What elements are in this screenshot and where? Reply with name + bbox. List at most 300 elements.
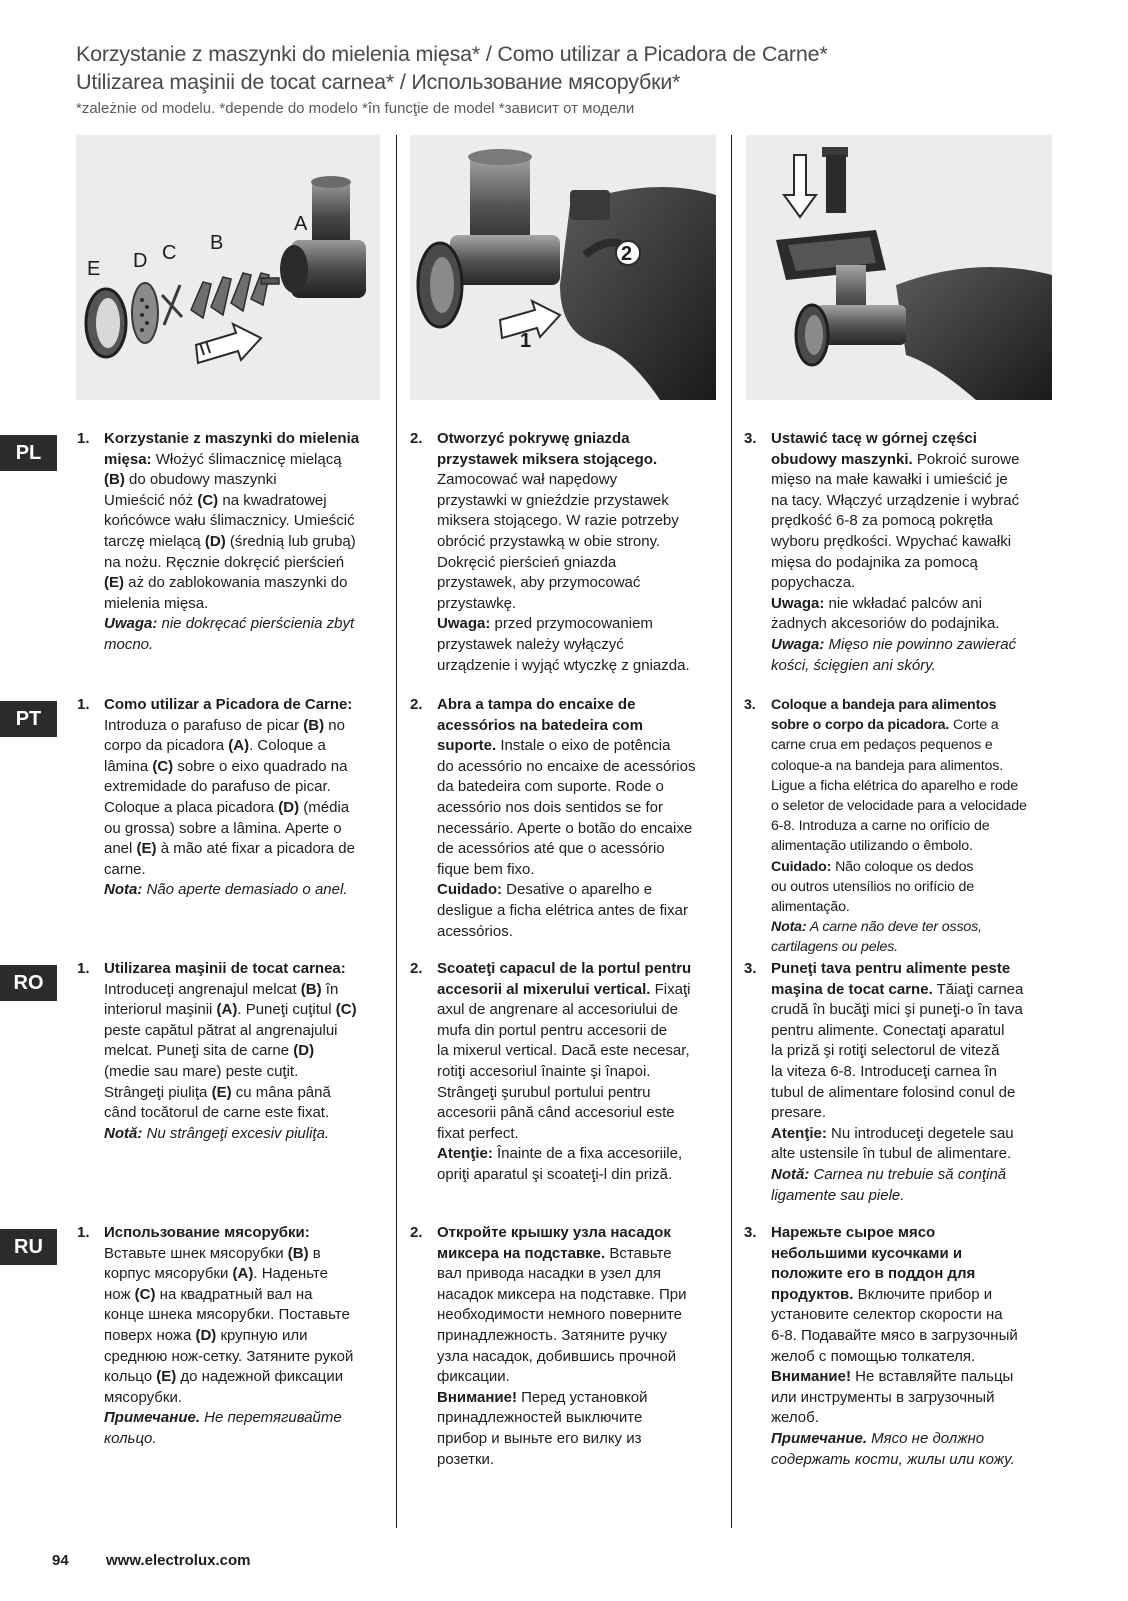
text-line bbox=[771, 635, 1064, 656]
plain-text: de acessórios até que o acessório bbox=[437, 840, 665, 858]
plain-text: żadnych akcesoriów do podajnika. bbox=[771, 615, 1000, 633]
text-line bbox=[104, 594, 382, 615]
text-line bbox=[437, 736, 722, 757]
figure-grinder-parts bbox=[76, 135, 380, 400]
text-line bbox=[104, 450, 382, 471]
plain-text: насадок миксера на подставке. При bbox=[437, 1285, 687, 1303]
step-number: 1. bbox=[77, 960, 90, 977]
website-link[interactable]: www.electrolux.com bbox=[106, 1552, 251, 1569]
plain-text: розетки. bbox=[437, 1450, 495, 1468]
text-line bbox=[437, 1124, 722, 1145]
text-line bbox=[437, 614, 722, 635]
step-text bbox=[771, 695, 1064, 958]
bold-text: (D) bbox=[293, 1042, 315, 1060]
text-line bbox=[771, 511, 1064, 532]
step-ro-3 bbox=[744, 959, 1064, 1206]
text-line bbox=[437, 1305, 722, 1326]
bold-text: Abra a tampa do encaixe de bbox=[437, 696, 636, 713]
plain-text: na tacy. Włączyć urządzenie i wybrać bbox=[771, 491, 1020, 509]
plain-text: ou outros utensílios no orifício de bbox=[771, 878, 974, 895]
plain-text: Вставьте шнек мясорубки bbox=[104, 1244, 288, 1262]
plain-text: alimentação. bbox=[771, 899, 850, 916]
text-line bbox=[771, 1285, 1064, 1306]
plain-text: Corte a bbox=[949, 717, 999, 734]
plain-text: Dokręcić pierścień gniazda bbox=[437, 553, 617, 571]
bold-text: (D) bbox=[195, 1326, 217, 1344]
text-line bbox=[104, 1367, 382, 1388]
label-b: B bbox=[210, 232, 224, 254]
bold-text: (E) bbox=[136, 840, 157, 858]
plain-text: pentru alimente. Conectaţi aparatul bbox=[771, 1021, 1005, 1039]
plain-text: Introduza o parafuso de picar bbox=[104, 716, 304, 734]
text-line bbox=[104, 1041, 382, 1062]
text-line bbox=[104, 1062, 382, 1083]
bold-text: Uwaga: bbox=[771, 594, 825, 612]
bold-text: Uwaga: bbox=[437, 615, 491, 633]
bold-text: Como utilizar a Picadora de Carne: bbox=[104, 696, 353, 713]
bold-text: миксера на подставке. bbox=[437, 1244, 606, 1262]
title-line-2: Utilizarea maşinii de tocat carnea* / Использование мясорубки* bbox=[76, 70, 681, 94]
plain-text: końcówce wału ślimacznicy. Umieścić bbox=[104, 512, 355, 530]
step-number: 1. bbox=[77, 696, 90, 713]
text-line bbox=[437, 1388, 722, 1409]
plain-text: принадлежностей выключите bbox=[437, 1409, 643, 1427]
text-line bbox=[437, 656, 722, 677]
text-line bbox=[104, 573, 382, 594]
step-number: 1. bbox=[77, 1224, 90, 1241]
bold-text: Otworzyć pokrywę gniazda bbox=[437, 430, 630, 447]
text-line bbox=[437, 880, 722, 901]
text-line bbox=[771, 776, 1064, 796]
bold-text: (E) bbox=[211, 1083, 232, 1101]
text-line bbox=[771, 1041, 1064, 1062]
text-line bbox=[771, 614, 1064, 635]
plain-text: la mixerul vertical. Dacă este necesar, bbox=[437, 1042, 690, 1060]
plain-text: przed przymocowaniem bbox=[490, 615, 653, 633]
step-pl-1 bbox=[77, 429, 382, 656]
text-line bbox=[104, 614, 382, 635]
plain-text: mielenia mięsa. bbox=[104, 594, 209, 612]
plain-text: 6-8. Introduza a carne no orifício de bbox=[771, 818, 990, 835]
plain-text: узла насадок, добившись прочной bbox=[437, 1347, 677, 1365]
plain-text: na kwadratowej bbox=[218, 491, 327, 509]
step-pt-3 bbox=[744, 695, 1064, 958]
text-line bbox=[437, 511, 722, 532]
text-line bbox=[771, 715, 1064, 735]
text-line bbox=[771, 1165, 1064, 1186]
text-line bbox=[104, 1347, 382, 1368]
text-line bbox=[104, 1021, 382, 1042]
text-line bbox=[104, 511, 382, 532]
step-number: 2. bbox=[410, 960, 423, 977]
text-line bbox=[771, 1144, 1064, 1165]
text-line bbox=[771, 836, 1064, 856]
plain-text: . Coloque a bbox=[249, 737, 326, 755]
step-number: 1. bbox=[77, 430, 90, 447]
plain-text: nie wkładać palców ani bbox=[824, 594, 982, 612]
column-divider-2 bbox=[731, 135, 732, 1528]
text-line bbox=[437, 1223, 722, 1244]
plain-text: urządzenie i wyjąć wtyczkę z gniazda. bbox=[437, 656, 690, 674]
label-step-2: 2 bbox=[621, 243, 633, 265]
text-line bbox=[104, 798, 382, 819]
text-line bbox=[437, 1408, 722, 1429]
bold-text: (B) bbox=[300, 980, 322, 998]
text-line bbox=[104, 491, 382, 512]
text-line bbox=[104, 777, 382, 798]
plain-text: przystawek, aby przymocować bbox=[437, 574, 641, 592]
note-text: kości, ścięgien ani skóry. bbox=[771, 656, 936, 674]
text-line bbox=[104, 553, 382, 574]
step-text bbox=[437, 959, 722, 1186]
label-a: A bbox=[294, 213, 308, 235]
plain-text: . Puneţi cuţitul bbox=[237, 1001, 336, 1019]
text-line bbox=[437, 573, 722, 594]
text-line bbox=[771, 877, 1064, 897]
plain-text: Перед установкой bbox=[516, 1388, 648, 1406]
text-line bbox=[771, 1450, 1064, 1471]
text-line bbox=[437, 1244, 722, 1265]
plain-text: корпус мясорубки bbox=[104, 1265, 233, 1283]
bold-text: (C) bbox=[152, 757, 174, 775]
text-line bbox=[437, 1041, 722, 1062]
page-number: 94 bbox=[52, 1552, 69, 1569]
plain-text: sobre o eixo quadrado na bbox=[173, 757, 348, 775]
text-line bbox=[771, 756, 1064, 776]
plain-text: przystawki w gnieździe przystawek bbox=[437, 491, 669, 509]
tray-pusher-illustration bbox=[746, 135, 1052, 400]
plain-text: tubul de alimentare folosind conul de bbox=[771, 1083, 1016, 1101]
text-line bbox=[437, 901, 722, 922]
bold-text: Korzystanie z maszynki do mielenia bbox=[104, 430, 360, 447]
step-number: 2. bbox=[410, 430, 423, 447]
plain-text: extremidade do parafuso de picar. bbox=[104, 778, 331, 796]
note-text: Nu strângeţi excesiv piuliţa. bbox=[142, 1124, 330, 1142]
text-line bbox=[437, 716, 722, 737]
text-line bbox=[104, 429, 382, 450]
text-line bbox=[771, 429, 1064, 450]
bold-text: (E) bbox=[104, 574, 124, 592]
text-line bbox=[771, 532, 1064, 553]
text-line bbox=[437, 491, 722, 512]
bold-text: Atenţie: bbox=[437, 1145, 493, 1163]
plain-text: Włożyć ślimacznicę mielącą bbox=[151, 450, 342, 468]
text-line bbox=[104, 1429, 382, 1450]
plain-text: Fixaţi bbox=[650, 980, 691, 998]
text-line bbox=[437, 1264, 722, 1285]
text-line bbox=[771, 1124, 1064, 1145]
figure-tray-pusher bbox=[746, 135, 1052, 400]
text-line bbox=[437, 757, 722, 778]
text-line bbox=[437, 594, 722, 615]
note-text: Не перетягивайте bbox=[200, 1409, 342, 1427]
plain-text: прибор и выньте его вилку из bbox=[437, 1429, 642, 1447]
plain-text: lâmina bbox=[104, 757, 153, 775]
plain-text: alte ustensile în tubul de alimentare. bbox=[771, 1145, 1012, 1163]
text-line bbox=[771, 594, 1064, 615]
plain-text: или инструменты в загрузочный bbox=[771, 1388, 995, 1406]
plain-text: крупную или bbox=[216, 1326, 308, 1344]
label-step-1: 1 bbox=[520, 330, 532, 352]
text-line bbox=[771, 980, 1064, 1001]
plain-text: на квадратный вал на bbox=[155, 1285, 313, 1303]
bold-text: (A) bbox=[232, 1265, 254, 1283]
note-text: mocno. bbox=[104, 635, 154, 653]
plain-text: o seletor de velocidade para a velocidade bbox=[771, 798, 1027, 815]
label-e: E bbox=[87, 258, 101, 280]
text-line bbox=[437, 980, 722, 1001]
note-text: Mięso nie powinno zawierać bbox=[824, 635, 1017, 653]
step-text bbox=[437, 429, 722, 676]
text-line bbox=[437, 1285, 722, 1306]
plain-text: melcat. Puneţi sita de carne bbox=[104, 1042, 294, 1060]
plain-text: crudă în bucăţi mici şi puneţi-o în tava bbox=[771, 1001, 1023, 1019]
text-line bbox=[771, 1000, 1064, 1021]
plain-text: tarczę mielącą bbox=[104, 532, 205, 550]
text-line bbox=[771, 553, 1064, 574]
note-text: содержать кости, жилы или кожу. bbox=[771, 1450, 1015, 1468]
text-line bbox=[104, 1103, 382, 1124]
bold-text: Cuidado: bbox=[771, 858, 832, 875]
note-text: ligamente sau piele. bbox=[771, 1186, 905, 1204]
text-line bbox=[437, 1367, 722, 1388]
plain-text: da batedeira com suporte. Rode o bbox=[437, 778, 664, 796]
plain-text: mięso na małe kawałki i umieścić je bbox=[771, 471, 1008, 489]
food-tray-part bbox=[776, 230, 886, 280]
plain-text: Strângeţi şurubul portului pentru bbox=[437, 1083, 651, 1101]
plain-text: carne crua em pedaços pequenos e bbox=[771, 737, 993, 754]
grinder-parts-illustration bbox=[76, 135, 380, 400]
plain-text: Desative o aparelho e bbox=[502, 881, 653, 899]
step-text bbox=[771, 959, 1064, 1206]
note-label: Nota: bbox=[104, 881, 143, 899]
note-text: Мясо не должно bbox=[867, 1429, 985, 1447]
text-line bbox=[771, 1347, 1064, 1368]
plain-text: przystawkę. bbox=[437, 594, 517, 612]
step-ro-1 bbox=[77, 959, 382, 1144]
bold-text: sobre o corpo da picadora. bbox=[771, 717, 950, 734]
bold-text: przystawek miksera stojącego. bbox=[437, 450, 658, 468]
text-line bbox=[437, 429, 722, 450]
text-line bbox=[104, 1000, 382, 1021]
text-line bbox=[104, 1305, 382, 1326]
text-line bbox=[437, 1144, 722, 1165]
plain-text: Tăiaţi carnea bbox=[932, 980, 1024, 998]
step-number: 3. bbox=[744, 1224, 757, 1241]
step-text bbox=[104, 695, 382, 901]
bold-text: (E) bbox=[156, 1368, 177, 1386]
pusher-part bbox=[822, 147, 848, 213]
note-text: Não aperte demasiado o anel. bbox=[142, 881, 348, 899]
text-line bbox=[104, 1223, 382, 1244]
bold-text: maşina de tocat carne. bbox=[771, 980, 933, 998]
text-line bbox=[104, 716, 382, 737]
text-line bbox=[104, 695, 382, 716]
language-tab-pt: PT bbox=[0, 701, 57, 737]
plain-text: вал привода насадки в узел для bbox=[437, 1265, 662, 1283]
text-line bbox=[437, 553, 722, 574]
step-ru-3 bbox=[744, 1223, 1064, 1470]
plain-text: среднюю нож-сетку. Затяните рукой bbox=[104, 1347, 354, 1365]
step-number: 2. bbox=[410, 1224, 423, 1241]
bold-text: Atenţie: bbox=[771, 1124, 827, 1142]
bold-text: Coloque a bandeja para alimentos bbox=[771, 697, 997, 713]
step-number: 3. bbox=[744, 960, 757, 977]
text-line bbox=[437, 1062, 722, 1083]
plain-text: (média bbox=[299, 798, 350, 816]
plain-text: Pokroić surowe bbox=[912, 450, 1020, 468]
plain-text: установите селектор скорости на bbox=[771, 1306, 1003, 1324]
text-line bbox=[104, 959, 382, 980]
plain-text: coloque-a na bandeja para alimentos. bbox=[771, 757, 1004, 774]
step-text bbox=[437, 695, 722, 942]
worm-screw-part bbox=[191, 273, 279, 318]
language-tab-ru: RU bbox=[0, 1229, 57, 1265]
note-text: Carnea nu trebuie să conţină bbox=[809, 1165, 1007, 1183]
text-line bbox=[104, 1264, 382, 1285]
text-line bbox=[771, 1103, 1064, 1124]
plate-part bbox=[132, 283, 158, 343]
language-tab-pl: PL bbox=[0, 435, 57, 471]
plain-text: Включите прибор и bbox=[853, 1285, 993, 1303]
note-label: Uwaga: bbox=[771, 635, 825, 653]
plain-text: przystawek należy wyłączyć bbox=[437, 635, 624, 653]
plain-text: конце шнека мясорубки. Поставьте bbox=[104, 1306, 350, 1324]
plain-text: à mão até fixar a picadora de bbox=[156, 840, 355, 858]
text-line bbox=[437, 1000, 722, 1021]
text-line bbox=[771, 656, 1064, 677]
bold-text: (A) bbox=[228, 737, 250, 755]
note-label: Nota: bbox=[771, 919, 807, 936]
step-number: 2. bbox=[410, 696, 423, 713]
text-line bbox=[104, 635, 382, 656]
text-line bbox=[771, 1264, 1064, 1285]
plain-text: (średnią lub grubą) bbox=[225, 532, 356, 550]
plain-text: Înainte de a fixa accesoriile, bbox=[492, 1145, 683, 1163]
blade-part bbox=[162, 285, 182, 325]
text-line bbox=[437, 695, 722, 716]
text-line bbox=[771, 1305, 1064, 1326]
bold-text: Utilizarea maşinii de tocat carnea: bbox=[104, 960, 346, 977]
plain-text: la priză şi rotiţi selectorul de viteză bbox=[771, 1042, 1000, 1060]
text-line bbox=[437, 1429, 722, 1450]
text-line bbox=[437, 532, 722, 553]
plain-text: acessórios. bbox=[437, 922, 513, 940]
ring-part bbox=[86, 289, 126, 357]
text-line bbox=[771, 1062, 1064, 1083]
bold-text: (D) bbox=[204, 532, 226, 550]
model-note: *zależnie od modelu. *depende do modelo *în funcţie de model *зависит от модели bbox=[76, 100, 635, 117]
text-line bbox=[437, 1165, 722, 1186]
bold-text: (B) bbox=[287, 1244, 309, 1262]
bold-text: Cuidado: bbox=[437, 881, 502, 899]
plain-text: Não coloque os dedos bbox=[831, 858, 974, 875]
plain-text: când tocătorul de carne este fixat. bbox=[104, 1104, 330, 1122]
text-line bbox=[104, 839, 382, 860]
bold-text: (B) bbox=[104, 471, 125, 489]
plain-text: popychacza. bbox=[771, 574, 856, 592]
step-pt-1 bbox=[77, 695, 382, 901]
plain-text: acessório nos dois sentidos se for bbox=[437, 798, 663, 816]
step-number: 3. bbox=[744, 697, 756, 713]
text-line bbox=[771, 573, 1064, 594]
note-label: Примечание. bbox=[104, 1409, 200, 1427]
bold-text: продуктов. bbox=[771, 1285, 854, 1303]
plain-text: Вставьте bbox=[605, 1244, 672, 1262]
text-line bbox=[771, 816, 1064, 836]
plain-text: desligue a ficha elétrica antes de fixar bbox=[437, 901, 688, 919]
text-line bbox=[771, 1083, 1064, 1104]
text-line bbox=[771, 450, 1064, 471]
step-text bbox=[437, 1223, 722, 1470]
text-line bbox=[104, 980, 382, 1001]
bold-text: accesorii al mixerului vertical. bbox=[437, 980, 651, 998]
plain-text: fixat perfect. bbox=[437, 1124, 519, 1142]
plain-text: alimentação utilizando o êmbolo. bbox=[771, 838, 973, 855]
plain-text: no bbox=[324, 716, 345, 734]
plain-text: miksera stojącego. W razie potrzeby bbox=[437, 512, 679, 530]
text-line bbox=[437, 1450, 722, 1471]
step-number: 3. bbox=[744, 430, 757, 447]
bold-text: положите его в поддон для bbox=[771, 1265, 976, 1283]
plain-text: presare. bbox=[771, 1104, 827, 1122]
text-line bbox=[771, 796, 1064, 816]
note-label: Uwaga: bbox=[104, 615, 158, 633]
attach-grinder-illustration bbox=[410, 135, 716, 400]
plain-text: до надежной фиксации bbox=[176, 1368, 344, 1386]
plain-text: кольцо bbox=[104, 1368, 157, 1386]
step-pt-2 bbox=[410, 695, 722, 942]
plain-text: фиксации. bbox=[437, 1368, 510, 1386]
plain-text: accesorii până când accesoriul este bbox=[437, 1104, 675, 1122]
plain-text: (medie sau mare) peste cuţit. bbox=[104, 1062, 299, 1080]
note-text: cartilagens ou peles. bbox=[771, 939, 898, 956]
plain-text: aż do zablokowania maszynki do bbox=[124, 574, 348, 592]
text-line bbox=[771, 1186, 1064, 1207]
text-line bbox=[771, 1429, 1064, 1450]
text-line bbox=[437, 922, 722, 943]
plain-text: Не вставляйте пальцы bbox=[850, 1368, 1014, 1386]
down-arrow bbox=[784, 155, 816, 217]
text-line bbox=[104, 470, 382, 491]
text-line bbox=[437, 959, 722, 980]
text-line bbox=[437, 1326, 722, 1347]
text-line bbox=[104, 1408, 382, 1429]
plain-text: na nożu. Ręcznie dokręcić pierścień bbox=[104, 553, 345, 571]
bold-text: acessórios na batedeira com bbox=[437, 716, 643, 734]
plain-text: do obudowy maszynki bbox=[124, 471, 277, 489]
plain-text: mięsa do podajnika za pomocą bbox=[771, 553, 978, 571]
plain-text: Instale o eixo de potência bbox=[496, 737, 671, 755]
text-line bbox=[771, 695, 1064, 715]
bold-text: (A) bbox=[216, 1001, 238, 1019]
plain-text: cu mâna până bbox=[231, 1083, 331, 1101]
language-tab-ro: RO bbox=[0, 965, 57, 1001]
plain-text: rotiţi accesoriul înainte şi înapoi. bbox=[437, 1062, 651, 1080]
column-divider-1 bbox=[396, 135, 397, 1528]
text-line bbox=[437, 777, 722, 798]
bold-text: obudowy maszynki. bbox=[771, 450, 913, 468]
step-text bbox=[104, 429, 382, 656]
text-line bbox=[771, 959, 1064, 980]
bold-text: suporte. bbox=[437, 737, 497, 755]
grinder-attachment bbox=[418, 149, 560, 327]
text-line bbox=[104, 819, 382, 840]
plain-text: поверх ножа bbox=[104, 1326, 196, 1344]
bold-text: (D) bbox=[278, 798, 300, 816]
step-pl-3 bbox=[744, 429, 1064, 676]
step-text bbox=[771, 429, 1064, 676]
